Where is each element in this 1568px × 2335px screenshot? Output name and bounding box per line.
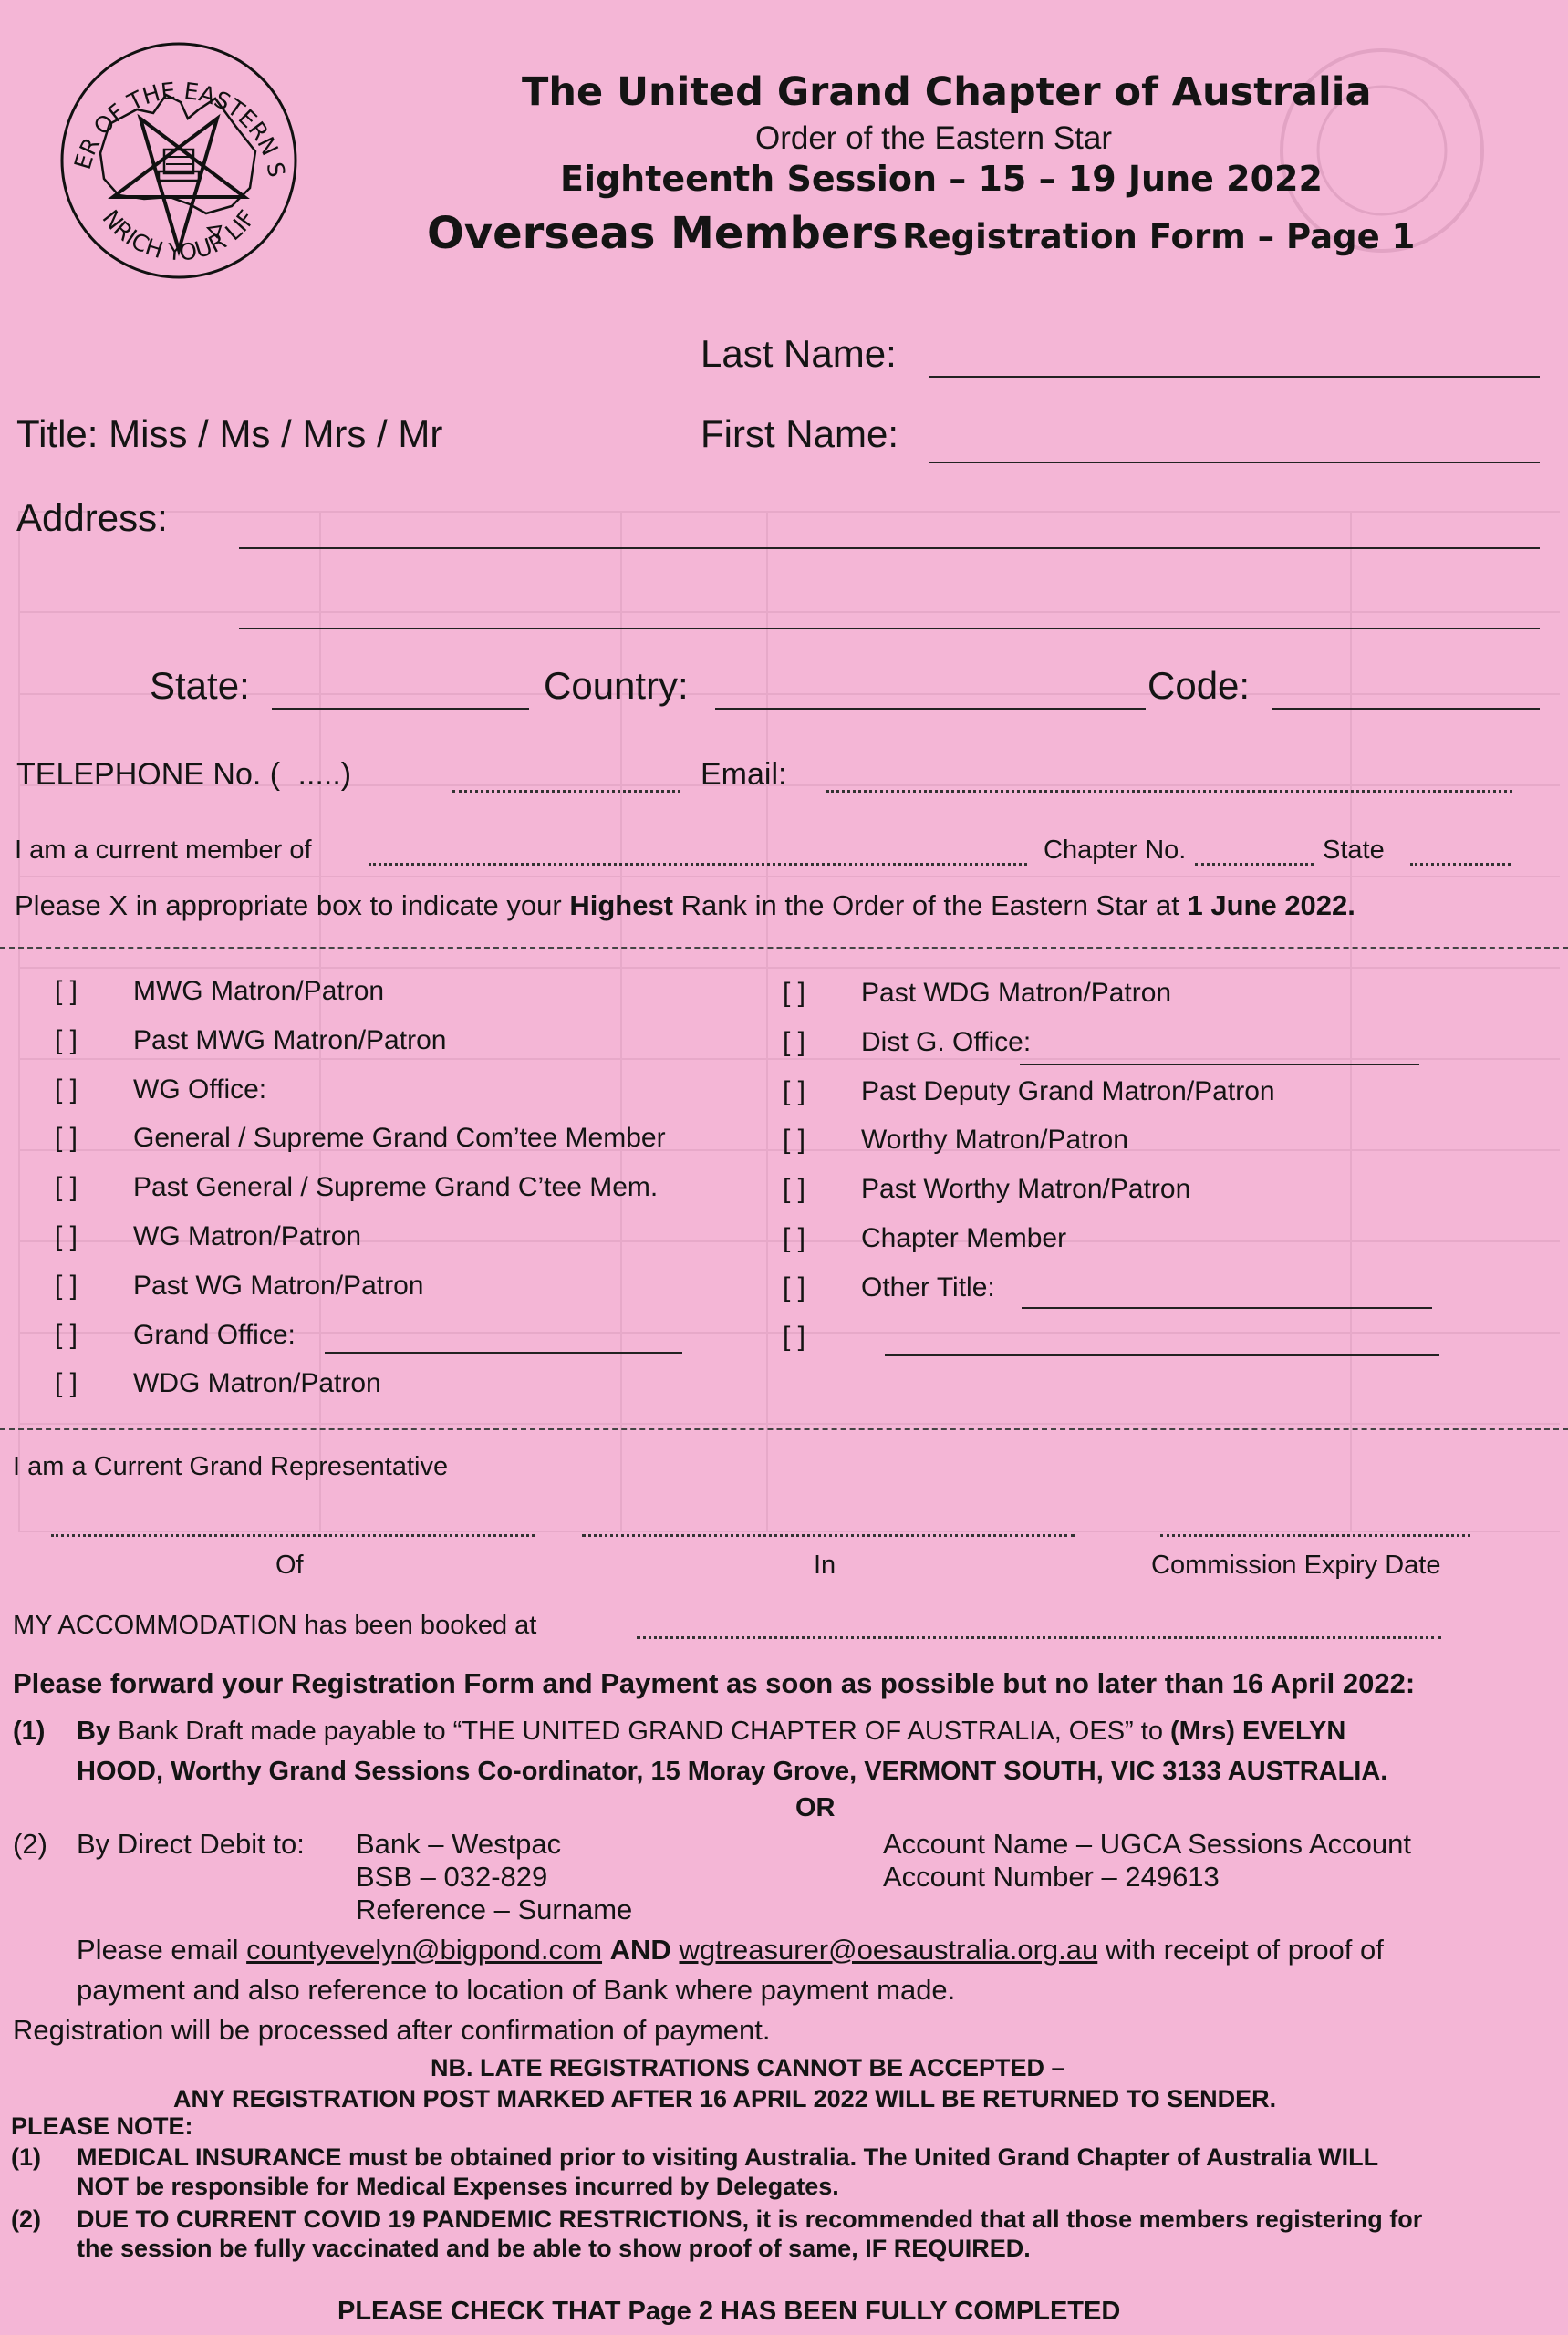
opt2-number: (2) bbox=[13, 1828, 47, 1860]
left-rank-checkbox[interactable]: [ ] bbox=[55, 1024, 78, 1055]
left-rank-row bbox=[55, 1368, 381, 1399]
state-short-label: State bbox=[1323, 835, 1385, 865]
left-rank-label: WG Office: bbox=[133, 1074, 267, 1105]
member-chapter-field[interactable] bbox=[369, 863, 1027, 866]
left-rank-label: Past MWG Matron/Patron bbox=[133, 1024, 447, 1055]
payment-heading: Please forward your Registration Form and Payment as soon as possible but no later than 16 April 2022: bbox=[13, 1667, 1416, 1699]
or-label: OR bbox=[795, 1793, 836, 1822]
accommodation-label: MY ACCOMMODATION has been booked at bbox=[13, 1611, 537, 1640]
right-rank-label: Past WDG Matron/Patron bbox=[861, 978, 1172, 1008]
right-rank-checkbox[interactable]: [ ] bbox=[783, 978, 806, 1008]
right-rank-checkbox[interactable]: [ ] bbox=[783, 1223, 806, 1253]
form-title-small: Registration Form – Page 1 bbox=[902, 217, 1416, 256]
right-rank-row bbox=[783, 1125, 1128, 1156]
telephone-area-code[interactable]: .....) bbox=[297, 757, 352, 792]
note1-line1: MEDICAL INSURANCE must be obtained prior to visiting Australia. The United Grand Chapter of Australia WILL bbox=[77, 2143, 1379, 2171]
left-rank-checkbox[interactable]: [ ] bbox=[55, 1368, 78, 1399]
left-rank-checkbox[interactable]: [ ] bbox=[55, 1172, 78, 1203]
right-rank-checkbox[interactable]: [ ] bbox=[783, 1174, 806, 1205]
form-title-big: Overseas Members bbox=[427, 208, 898, 259]
processed-note: Registration will be processed after confirmation of payment. bbox=[13, 2014, 771, 2046]
left-rank-label: WG Matron/Patron bbox=[133, 1221, 362, 1251]
first-name-label: First Name: bbox=[701, 412, 899, 455]
opt1-number: (1) bbox=[13, 1717, 46, 1746]
late-notice-2: ANY REGISTRATION POST MARKED AFTER 16 APRIL 2022 WILL BE RETURNED TO SENDER. bbox=[173, 2085, 1277, 2112]
email-instruction-line2: payment and also reference to location of Bank where payment made. bbox=[77, 1974, 956, 2006]
left-rank-checkbox[interactable]: [ ] bbox=[55, 1123, 78, 1154]
telephone-label: TELEPHONE No. ( .....) bbox=[16, 757, 352, 792]
left-rank-row bbox=[55, 1172, 658, 1203]
other-title-field[interactable] bbox=[1022, 1307, 1432, 1309]
address-line-1[interactable] bbox=[239, 547, 1540, 549]
left-rank-checkbox[interactable]: [ ] bbox=[55, 1221, 78, 1251]
right-rank-row bbox=[783, 1174, 1190, 1205]
left-rank-checkbox[interactable]: [ ] bbox=[55, 1270, 78, 1301]
address-line-2[interactable] bbox=[239, 628, 1540, 629]
note1-line2: NOT be responsible for Medical Expenses incurred by Delegates. bbox=[77, 2173, 839, 2200]
email-link-treasurer[interactable]: wgtreasurer@oesaustralia.org.au bbox=[679, 1934, 1098, 1966]
left-rank-checkbox[interactable]: [ ] bbox=[55, 976, 78, 1006]
divider-top bbox=[0, 947, 1568, 949]
left-rank-checkbox[interactable]: [ ] bbox=[55, 1319, 78, 1350]
divider-bottom bbox=[0, 1428, 1568, 1430]
of-label: Of bbox=[275, 1551, 304, 1580]
left-rank-row bbox=[55, 1221, 361, 1252]
dist-g-office-field[interactable] bbox=[1020, 1064, 1419, 1065]
bsb: BSB – 032-829 bbox=[356, 1861, 548, 1893]
opt2-label: By Direct Debit to: bbox=[77, 1828, 305, 1860]
right-rank-label: Chapter Member bbox=[861, 1223, 1067, 1253]
note2-line2: the session be fully vaccinated and be able to show proof of same, IF REQUIRED. bbox=[77, 2235, 1031, 2262]
member-label: I am a current member of bbox=[15, 835, 312, 865]
in-label: In bbox=[814, 1551, 836, 1580]
country-label: Country: bbox=[544, 664, 689, 707]
svg-text:ENRICH YOUR LIFE: NRICH YOUR LIF bbox=[97, 204, 261, 266]
org-name: The United Grand Chapter of Australia bbox=[522, 69, 1372, 115]
member-state-field[interactable] bbox=[1410, 863, 1511, 866]
right-rank-checkbox[interactable]: [ ] bbox=[783, 1271, 806, 1302]
left-rank-row bbox=[55, 1123, 666, 1154]
right-rank-row bbox=[783, 1027, 1031, 1058]
form-title bbox=[427, 208, 1415, 259]
state-field[interactable] bbox=[272, 708, 529, 710]
reference: Reference – Surname bbox=[356, 1894, 633, 1925]
chapter-no-field[interactable] bbox=[1195, 863, 1314, 866]
country-field[interactable] bbox=[715, 708, 1146, 710]
first-name-field[interactable] bbox=[929, 462, 1540, 463]
grand-rep-label: I am a Current Grand Representative bbox=[13, 1452, 449, 1481]
grand-office-field[interactable] bbox=[325, 1352, 682, 1354]
session-title: Eighteenth Session – 15 – 19 June 2022 bbox=[560, 159, 1323, 199]
address-label: Address: bbox=[16, 496, 168, 539]
left-rank-row bbox=[55, 976, 384, 1007]
note1-number: (1) bbox=[11, 2143, 41, 2171]
accommodation-field[interactable] bbox=[637, 1636, 1441, 1639]
grand-rep-in-field[interactable] bbox=[582, 1534, 1075, 1537]
blank-rank-field[interactable] bbox=[885, 1354, 1439, 1356]
right-rank-checkbox[interactable]: [ ] bbox=[783, 1075, 806, 1106]
bank-name: Bank – Westpac bbox=[356, 1828, 562, 1860]
state-label: State: bbox=[150, 664, 250, 707]
right-rank-row bbox=[783, 1272, 995, 1303]
right-rank-row bbox=[783, 978, 1171, 1009]
page2-reminder: PLEASE CHECK THAT Page 2 HAS BEEN FULLY COMPLETED bbox=[337, 2297, 1121, 2326]
right-rank-checkbox[interactable]: [ ] bbox=[783, 1026, 806, 1057]
please-note: PLEASE NOTE: bbox=[11, 2112, 193, 2140]
left-rank-label: General / Supreme Grand Com’tee Member bbox=[133, 1123, 666, 1154]
account-number: Account Number – 249613 bbox=[883, 1861, 1220, 1893]
left-rank-row bbox=[55, 1074, 266, 1105]
right-rank-label: Past Worthy Matron/Patron bbox=[861, 1174, 1191, 1205]
title-label[interactable]: Title: Miss / Ms / Mrs / Mr bbox=[16, 412, 443, 455]
oes-logo bbox=[53, 35, 305, 286]
right-rank-label: Other Title: bbox=[861, 1271, 995, 1302]
telephone-field[interactable] bbox=[452, 790, 680, 793]
right-rank-row bbox=[783, 1322, 861, 1353]
last-name-label: Last Name: bbox=[701, 332, 897, 375]
last-name-field[interactable] bbox=[929, 376, 1540, 378]
left-rank-label: MWG Matron/Patron bbox=[133, 976, 385, 1006]
email-link-evelyn[interactable]: countyevelyn@bigpond.com bbox=[246, 1934, 603, 1966]
code-label: Code: bbox=[1147, 664, 1251, 707]
rank-instruction: Please X in appropriate box to indicate your Highest Rank in the Order of the Eastern Star at 1 June 2022. bbox=[15, 889, 1355, 921]
commission-expiry-field[interactable] bbox=[1160, 1534, 1470, 1537]
chapter-no-label: Chapter No. bbox=[1044, 835, 1187, 865]
svg-text:ORDER OF THE EASTERN STAR: ER OF THE EASTERN S bbox=[68, 77, 291, 180]
left-rank-label: Grand Office: bbox=[133, 1319, 296, 1350]
right-rank-label: Past Deputy Grand Matron/Patron bbox=[861, 1075, 1275, 1106]
email-instruction: Please email countyevelyn@bigpond.com AND wgtreasurer@oesaustralia.org.au with receipt of proof of bbox=[77, 1934, 1384, 1966]
left-rank-row bbox=[55, 1320, 296, 1351]
left-rank-checkbox[interactable]: [ ] bbox=[55, 1074, 78, 1105]
opt1-line2: HOOD, Worthy Grand Sessions Co-ordinator, 15 Moray Grove, VERMONT SOUTH, VIC 3133 AUSTRALIA. bbox=[77, 1757, 1388, 1786]
right-rank-row bbox=[783, 1076, 1275, 1107]
right-rank-checkbox[interactable]: [ ] bbox=[783, 1125, 806, 1156]
email-field[interactable] bbox=[826, 790, 1512, 793]
order-name: Order of the Eastern Star bbox=[755, 120, 1113, 156]
right-rank-row bbox=[783, 1223, 1066, 1254]
code-field[interactable] bbox=[1272, 708, 1540, 710]
opt1-line1: By Bank Draft made payable to “THE UNITED GRAND CHAPTER OF AUSTRALIA, OES” to (Mrs) EVELYN bbox=[77, 1717, 1346, 1746]
account-name: Account Name – UGCA Sessions Account bbox=[883, 1828, 1411, 1860]
right-rank-label: Worthy Matron/Patron bbox=[861, 1125, 1128, 1156]
late-notice-1: NB. LATE REGISTRATIONS CANNOT BE ACCEPTED – bbox=[431, 2054, 1065, 2081]
expiry-label: Commission Expiry Date bbox=[1151, 1551, 1441, 1580]
eastern-star-emblem-icon bbox=[53, 35, 305, 286]
right-rank-label: Dist G. Office: bbox=[861, 1026, 1032, 1057]
note2-number: (2) bbox=[11, 2205, 41, 2233]
left-rank-row bbox=[55, 1025, 446, 1056]
left-rank-row bbox=[55, 1271, 423, 1302]
email-label: Email: bbox=[701, 757, 787, 792]
grand-rep-of-field[interactable] bbox=[51, 1534, 535, 1537]
right-rank-checkbox[interactable]: [ ] bbox=[783, 1321, 806, 1352]
left-rank-label: WDG Matron/Patron bbox=[133, 1368, 381, 1399]
left-rank-label: Past General / Supreme Grand C’tee Mem. bbox=[133, 1172, 659, 1203]
note2-line1: DUE TO CURRENT COVID 19 PANDEMIC RESTRICTIONS, it is recommended that all those members registering for bbox=[77, 2205, 1423, 2233]
left-rank-label: Past WG Matron/Patron bbox=[133, 1270, 424, 1301]
